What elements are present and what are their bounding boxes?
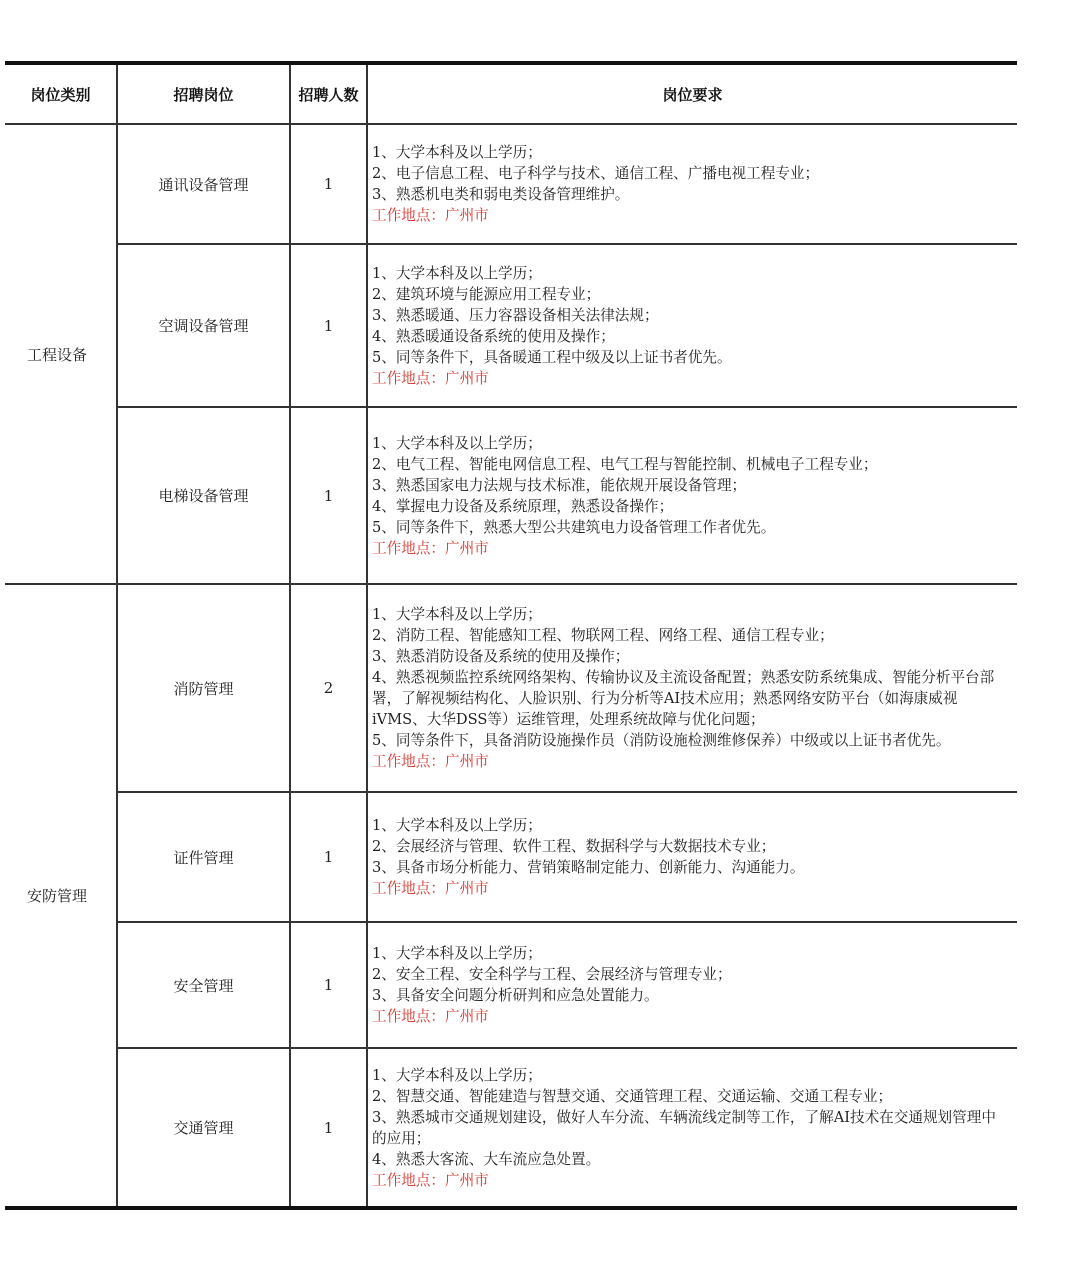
requirement-line: 4、掌握电力设备及系统原理，熟悉设备操作； (372, 497, 674, 515)
header-row (5, 63, 1017, 124)
requirement-line: 2、建筑环境与能源应用工程专业； (372, 285, 601, 303)
count-cell: 1 (290, 244, 367, 407)
requirement-line: 5、同等条件下，具备暖通工程中级及以上证书者优先。 (372, 348, 732, 366)
count-cell: 1 (290, 792, 367, 922)
requirement-line: 4、熟悉暖通设备系统的使用及操作； (372, 327, 615, 345)
work-location: 工作地点：广州市 (372, 369, 489, 387)
header-category: 岗位类别 (5, 63, 117, 124)
requirement-line: 3、具备市场分析能力、营销策略制定能力、创新能力、沟通能力。 (372, 859, 805, 876)
table-row (5, 1048, 1017, 1208)
requirement-line: 4、熟悉视频监控系统网络架构、传输协议及主流设备配置；熟悉安防系统集成、智能分析平台部署，了解视频结构化、人脸识别、行为分析等AI技术应用；熟悉网络安防平台（如海康威视iVMS、大华DSS等）运维管理，处理系统故障与优化问题； (372, 669, 995, 728)
count-cell: 1 (290, 124, 367, 244)
table-row (5, 407, 1017, 584)
count-cell: 1 (290, 1048, 367, 1208)
requirement-line: 3、熟悉消防设备及系统的使用及操作； (372, 648, 630, 665)
requirement-line: 1、大学本科及以上学历； (372, 1066, 542, 1084)
header-requirements: 岗位要求 (367, 63, 1017, 124)
table-row (5, 584, 1017, 792)
work-location: 工作地点：广州市 (372, 1008, 489, 1025)
requirement-line: 3、具备安全问题分析研判和应急处置能力。 (372, 987, 659, 1004)
work-location: 工作地点：广州市 (372, 880, 489, 897)
requirements-cell (367, 124, 1017, 244)
position-cell: 电梯设备管理 (117, 407, 290, 584)
position-cell: 安全管理 (117, 922, 290, 1048)
requirement-line: 2、安全工程、安全科学与工程、会展经济与管理专业； (372, 966, 732, 983)
work-location: 工作地点：广州市 (372, 753, 489, 770)
requirement-line: 1、大学本科及以上学历； (372, 945, 542, 962)
recruitment-table (5, 61, 1017, 1210)
table-row (5, 922, 1017, 1048)
requirement-line: 3、熟悉国家电力法规与技术标准，能依规开展设备管理； (372, 476, 747, 494)
requirement-line: 2、会展经济与管理、软件工程、数据科学与大数据技术专业； (372, 838, 776, 855)
position-cell: 空调设备管理 (117, 244, 290, 407)
requirement-line: 1、大学本科及以上学历； (372, 144, 542, 161)
requirement-line: 2、电气工程、智能电网信息工程、电气工程与智能控制、机械电子工程专业； (372, 455, 878, 473)
count-cell: 2 (290, 584, 367, 792)
requirement-line: 4、熟悉大客流、大车流应急处置。 (372, 1150, 601, 1168)
requirement-line: 2、智慧交通、智能建造与智慧交通、交通管理工程、交通运输、交通工程专业； (372, 1087, 893, 1105)
requirement-line: 1、大学本科及以上学历； (372, 264, 542, 282)
requirements-cell (367, 1048, 1017, 1208)
requirement-line: 3、熟悉机电类和弱电类设备管理维护。 (372, 186, 630, 203)
work-location: 工作地点：广州市 (372, 207, 489, 224)
count-cell: 1 (290, 407, 367, 584)
requirements-cell (367, 584, 1017, 792)
table-row (5, 124, 1017, 244)
requirement-line: 1、大学本科及以上学历； (372, 434, 542, 452)
position-cell: 交通管理 (117, 1048, 290, 1208)
header-position: 招聘岗位 (117, 63, 290, 124)
requirement-line: 5、同等条件下，具备消防设施操作员（消防设施检测维修保养）中级或以上证书者优先。 (372, 732, 951, 749)
work-location: 工作地点：广州市 (372, 539, 489, 557)
work-location: 工作地点：广州市 (372, 1171, 489, 1189)
position-cell: 通讯设备管理 (117, 124, 290, 244)
requirement-line: 1、大学本科及以上学历； (372, 606, 542, 623)
requirement-line: 3、熟悉城市交通规划建设，做好人车分流、车辆流线定制等工作，了解AI技术在交通规划管理中的应用； (372, 1108, 996, 1147)
requirement-line: 3、熟悉暖通、压力容器设备相关法律法规； (372, 306, 659, 324)
count-cell: 1 (290, 922, 367, 1048)
requirement-line: 2、消防工程、智能感知工程、物联网工程、网络工程、通信工程专业； (372, 627, 834, 644)
header-count: 招聘人数 (290, 63, 367, 124)
requirement-line: 5、同等条件下，熟悉大型公共建筑电力设备管理工作者优先。 (372, 518, 776, 536)
position-cell: 证件管理 (117, 792, 290, 922)
table-row (5, 244, 1017, 407)
requirements-cell (367, 792, 1017, 922)
requirements-cell (367, 407, 1017, 584)
requirements-cell (367, 922, 1017, 1048)
position-cell: 消防管理 (117, 584, 290, 792)
recruitment-table-wrapper (5, 61, 1017, 1210)
table-row (5, 792, 1017, 922)
requirements-cell (367, 244, 1017, 407)
category-cell: 安防管理 (5, 584, 117, 1208)
requirement-line: 2、电子信息工程、电子科学与技术、通信工程、广播电视工程专业； (372, 165, 820, 182)
requirement-line: 1、大学本科及以上学历； (372, 817, 542, 834)
category-cell: 工程设备 (5, 124, 117, 584)
